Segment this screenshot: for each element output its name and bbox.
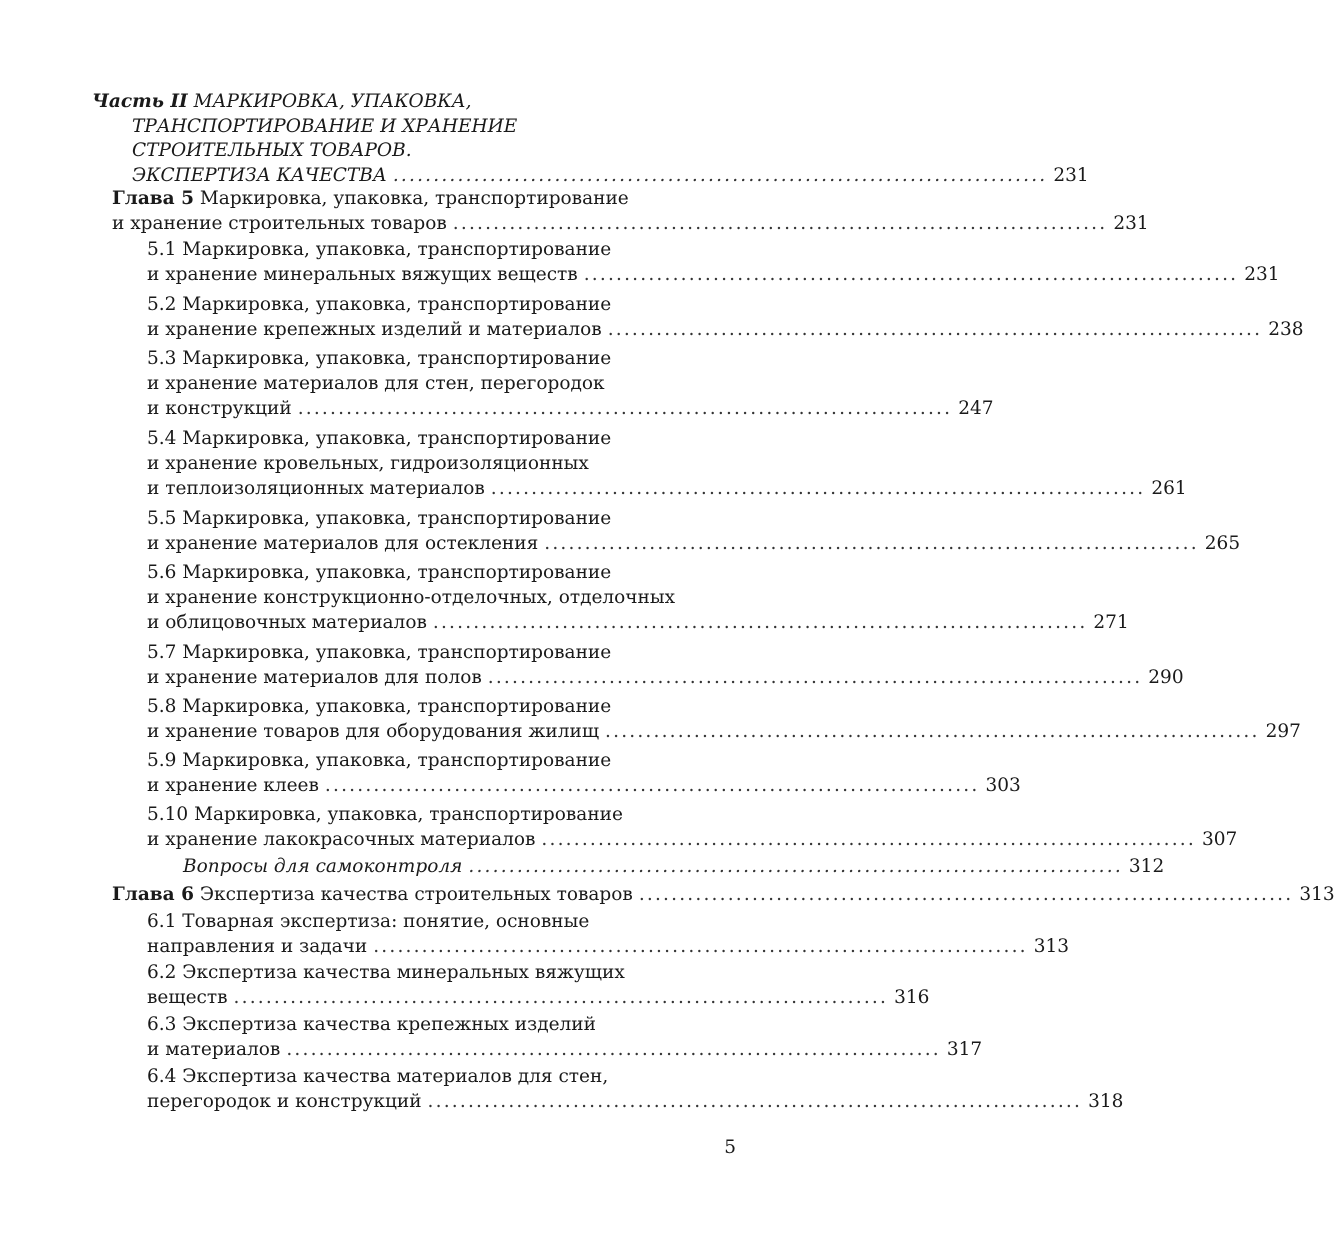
page-ref: 316 [894,987,930,1008]
section-title: и хранение материалов для полов [147,667,482,688]
section-title: и хранение материалов для стен, перегородок [147,373,605,394]
section-entry [147,1012,983,1062]
questions-entry [183,854,1165,879]
page-ref: 303 [985,775,1021,796]
section-title: 6.3 Экспертиза качества крепежных изделий [147,1014,596,1035]
section-entry [147,640,1184,690]
section-title: направления и задачи [147,936,368,957]
chapter-title: и хранение строительных товаров [112,213,447,234]
part-title-line: ТРАНСПОРТИРОВАНИЕ И ХРАНЕНИЕ [132,115,518,137]
section-title: и хранение товаров для оборудования жилищ [147,721,600,742]
leader-dots: ................................................................................. [324,775,980,796]
section-title: 6.2 Экспертиза качества минеральных вяжущих [147,962,625,983]
page-ref: 261 [1151,478,1187,499]
leader-dots: ................................................................................. [297,398,953,419]
section-title: и материалов [147,1039,281,1060]
leader-dots: ................................................................................. [638,884,1294,905]
section-title: 5.1 Маркировка, упаковка, транспортирование [147,239,612,260]
leader-dots: ................................................................................. [490,478,1146,499]
section-title: и хранение минеральных вяжущих веществ [147,264,578,285]
section-title: 5.5 Маркировка, упаковка, транспортирование [147,508,612,529]
chapter-title: Экспертиза качества строительных товаров [199,884,633,905]
leader-dots: ................................................................................. [487,667,1143,688]
chapter-label: Глава 6 [112,884,194,905]
leader-dots: ................................................................................. [392,164,1048,186]
leader-dots: ................................................................................. [468,856,1123,877]
section-entry [147,237,1280,287]
section-title: 5.2 Маркировка, упаковка, транспортирование [147,294,612,315]
part-title-line: СТРОИТЕЛЬНЫХ ТОВАРОВ. [132,140,412,161]
chapter-label: Глава 5 [112,188,194,209]
page-ref: 290 [1148,667,1184,688]
leader-dots: ................................................................................. [541,829,1196,850]
leader-dots: ................................................................................. [373,936,1028,957]
page-ref: 231 [1244,264,1280,285]
section-entry [147,292,1304,342]
page-ref: 247 [958,398,994,419]
section-title: 5.4 Маркировка, упаковка, транспортирование [147,428,612,449]
part-title-text: ЭКСПЕРТИЗА КАЧЕСТВА [132,164,387,186]
chapter-title: Маркировка, упаковка, транспортирование [199,188,629,209]
part-title-last-line [92,164,1089,189]
section-title: и хранение крепежных изделий и материалов [147,319,602,340]
page-ref: 317 [946,1039,983,1060]
page-ref: 231 [1113,213,1149,234]
section-title: и хранение лакокрасочных материалов [147,829,536,850]
leader-dots: ................................................................................. [544,533,1199,554]
section-title: 6.1 Товарная экспертиза: понятие, основные [147,911,590,932]
section-entry [147,426,1187,501]
section-title: и теплоизоляционных материалов [147,478,485,499]
page-ref: 238 [1268,319,1304,340]
leader-dots: ................................................................................. [583,264,1239,285]
page-ref: 312 [1128,856,1165,877]
section-title: и облицовочных материалов [147,612,427,633]
section-title: и конструкций [147,398,292,419]
page-ref: 265 [1204,533,1241,554]
section-title: и хранение материалов для остекления [147,533,539,554]
page-ref: 313 [1033,936,1070,957]
section-entry [147,560,1129,635]
page-ref: 271 [1093,612,1129,633]
page-ref: 231 [1053,164,1089,186]
section-title: 5.6 Маркировка, упаковка, транспортирование [147,562,612,583]
leader-dots: ................................................................................. [233,987,889,1008]
section-title: и хранение конструкционно-отделочных, отделочных [147,587,676,608]
section-title: 5.10 Маркировка, упаковка, транспортирование [147,804,623,825]
page-ref: 307 [1201,829,1238,850]
section-entry [147,506,1241,556]
section-title: перегородок и конструкций [147,1091,422,1112]
section-entry [147,694,1301,744]
section-title: веществ [147,987,228,1008]
page-number: 5 [724,1137,736,1158]
chapter-entry [112,882,1335,907]
section-entry [147,346,994,421]
page-ref: 297 [1265,721,1301,742]
leader-dots: ................................................................................. [605,721,1260,742]
leader-dots: ................................................................................. [607,319,1263,340]
leader-dots: ................................................................................. [432,612,1088,633]
section-title: и хранение клеев [147,775,319,796]
part-prefix: Часть II [92,91,188,112]
page-ref: 313 [1299,884,1335,905]
page-ref: 318 [1088,1091,1124,1112]
section-title: 5.8 Маркировка, упаковка, транспортирование [147,696,612,717]
section-entry [147,960,930,1010]
section-title: и хранение кровельных, гидроизоляционных [147,453,589,474]
section-entry [147,1064,1124,1114]
section-title: 5.7 Маркировка, упаковка, транспортирование [147,642,612,663]
section-entry [147,802,1238,852]
part-heading [92,90,1089,188]
part-title-line [92,90,742,115]
section-title: 6.4 Экспертиза качества материалов для стен, [147,1066,609,1087]
part-title-text: МАРКИРОВКА, УПАКОВКА, [193,91,472,112]
section-entry [147,748,1021,798]
leader-dots: ................................................................................. [427,1091,1083,1112]
section-title: 5.9 Маркировка, упаковка, транспортирование [147,750,612,771]
section-entry [147,909,1070,959]
chapter-entry [112,186,1149,236]
leader-dots: ................................................................................. [286,1039,941,1060]
leader-dots: ................................................................................. [452,213,1108,234]
section-title: 5.3 Маркировка, упаковка, транспортирование [147,348,612,369]
questions-title: Вопросы для самоконтроля [183,856,463,877]
